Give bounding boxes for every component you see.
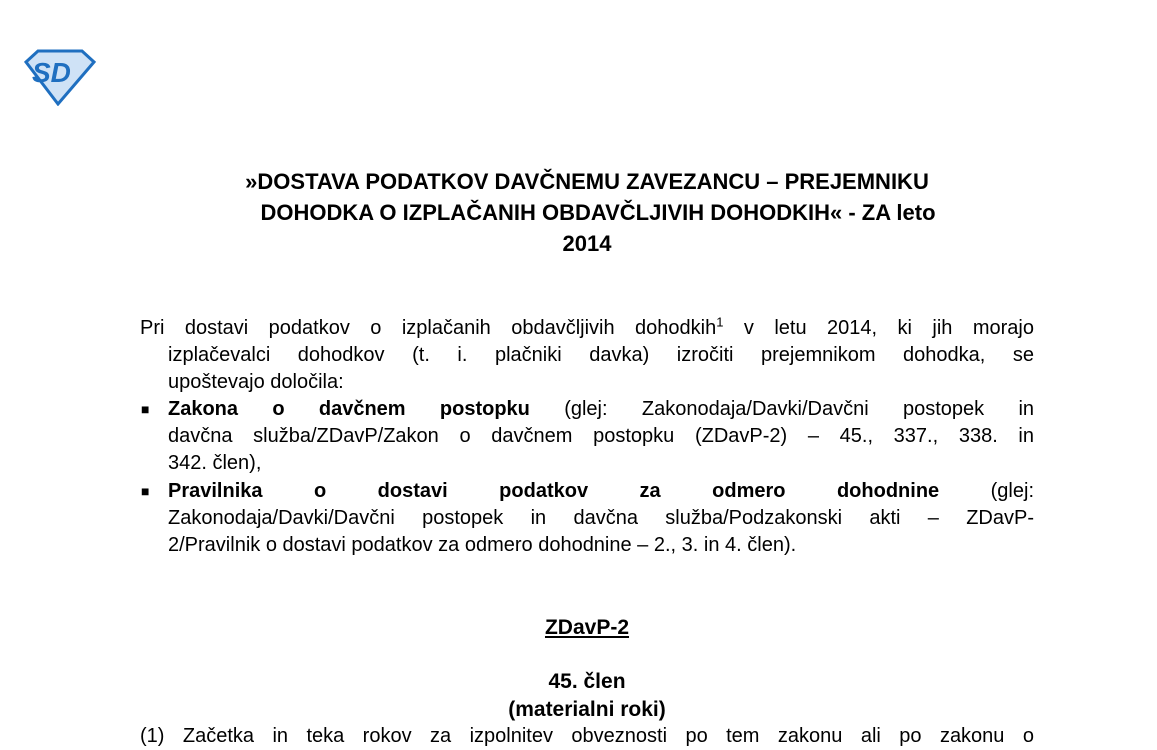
article-paragraph: (1) Začetka in teka rokov za izpolnitev obveznosti po tem zakonu ali po zakonu o bbox=[140, 725, 1034, 747]
bullet-line: Zakona o davčnem postopku (glej: Zakonodaja/Davki/Davčni postopek in bbox=[168, 398, 1035, 420]
bullet-line: Zakonodaja/Davki/Davčni postopek in davčna služba/Podzakonski akti – ZDavP- bbox=[168, 507, 1034, 529]
bullet-line: 2/Pravilnik o dostavi podatkov za odmero dohodnine – 2., 3. in 4. člen). bbox=[168, 534, 797, 556]
title-line: 2014 bbox=[562, 231, 612, 256]
title-line: »DOSTAVA PODATKOV DAVČNEMU ZAVEZANCU – PREJEMNIKU bbox=[245, 169, 929, 194]
intro-line: upoštevajo določila: bbox=[168, 371, 344, 393]
footnote-ref[interactable]: 1 bbox=[716, 314, 724, 330]
svg-text:SD: SD bbox=[32, 57, 71, 88]
document-title bbox=[130, 166, 1044, 259]
article-title: (materialni roki) bbox=[508, 698, 666, 721]
intro-line: Pri dostavi podatkov o izplačanih obdavčljivih dohodkih$^1$ v letu 2014, ki jih morajo bbox=[140, 314, 1034, 339]
bullet-line: davčna služba/ZDavP/Zakon o davčnem postopku (ZDavP-2) – 45., 337., 338. in bbox=[168, 425, 1034, 447]
bullet-line: Pravilnika o dostavi podatkov za odmero dohodnine (glej: bbox=[168, 480, 1034, 502]
bullet-icon: ■ bbox=[141, 483, 150, 499]
title-line: DOHODKA O IZPLAČANIH OBDAVČLJIVIH DOHODKIH« - ZA leto bbox=[260, 200, 936, 225]
article-number: 45. člen bbox=[548, 670, 626, 693]
intro-line: izplačevalci dohodkov (t. i. plačniki davka) izročiti prejemnikom dohodka, se bbox=[168, 344, 1034, 366]
sd-logo bbox=[22, 48, 96, 106]
bullet-line: 342. člen), bbox=[168, 452, 262, 474]
section-heading: ZDavP-2 bbox=[544, 616, 630, 639]
bullet-icon: ■ bbox=[141, 401, 150, 417]
